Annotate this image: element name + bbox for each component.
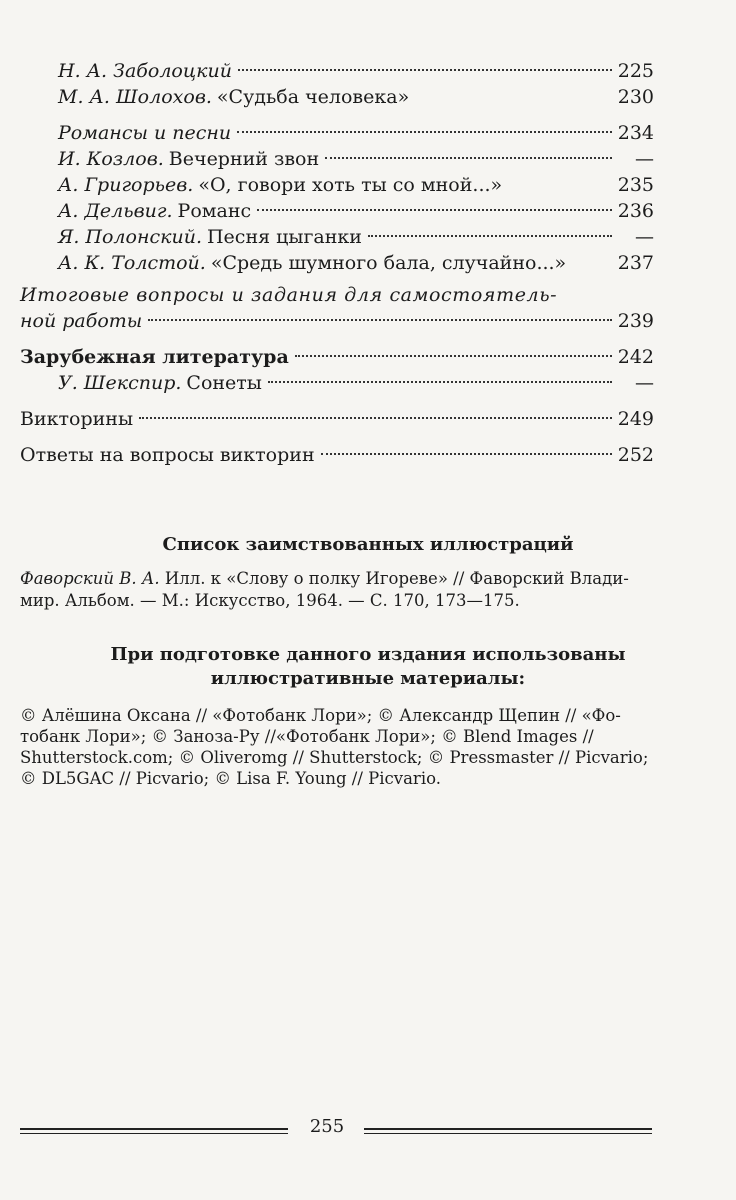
toc-page: 237 bbox=[617, 252, 654, 274]
toc-entry-summary bbox=[20, 308, 654, 334]
materials-line1: © Алёшина Оксана // «Фотобанк Лори»; © Александр Щепин // «Фо- bbox=[20, 706, 621, 725]
footer-rule-left bbox=[20, 1128, 288, 1130]
materials-title-line2: иллюстративные материалы: bbox=[210, 668, 526, 689]
toc-entry-romances bbox=[20, 120, 654, 146]
materials-line2: тобанк Лори»; © Заноза-Ру //«Фотобанк Лори»; © Blend Images // bbox=[20, 727, 594, 746]
toc-entry-kozlov bbox=[20, 146, 654, 172]
toc-author: А. К. Толстой. bbox=[58, 252, 206, 274]
toc-page: 242 bbox=[617, 346, 654, 368]
toc-page: 236 bbox=[617, 200, 654, 222]
materials-title-line1: При подготовке данного издания использованы bbox=[110, 644, 626, 665]
toc-entry-grigoriev bbox=[20, 172, 654, 198]
toc-summary-line2: ной работы bbox=[20, 310, 143, 332]
toc-author: А. Дельвиг. bbox=[58, 200, 173, 222]
dot-leader bbox=[268, 381, 612, 383]
toc-author: Н. А. Заболоцкий bbox=[58, 60, 232, 82]
dot-leader bbox=[321, 453, 612, 455]
dot-leader bbox=[257, 209, 612, 211]
toc-entry-polonsky bbox=[20, 224, 654, 250]
credit-text-line1: Илл. к «Слову о полку Игореве» // Фаворский Влади- bbox=[159, 569, 629, 588]
toc-page: 225 bbox=[617, 60, 654, 82]
toc-page: — bbox=[635, 226, 654, 248]
toc-author: И. Козлов. bbox=[58, 148, 164, 170]
toc-section-title: Романсы и песни bbox=[58, 122, 232, 144]
toc-entry-answers bbox=[20, 442, 654, 468]
toc-entry-sholokhov bbox=[20, 84, 654, 110]
toc-summary-line1: Итоговые вопросы и задания для самостоятель- bbox=[20, 284, 558, 306]
toc-work: Сонеты bbox=[186, 372, 262, 394]
toc-section-title: Ответы на вопросы викторин bbox=[20, 444, 315, 466]
toc-page: — bbox=[635, 372, 654, 394]
dot-leader bbox=[295, 355, 612, 357]
dot-leader bbox=[238, 69, 612, 71]
dot-leader bbox=[148, 319, 611, 321]
toc-work: «Средь шумного бала, случайно...» bbox=[210, 252, 567, 274]
footer-rule-right bbox=[364, 1128, 652, 1130]
materials-line4: © DL5GAC // Picvario; © Lisa F. Young // Picvario. bbox=[20, 769, 441, 788]
footer-rule-right-thin bbox=[364, 1133, 652, 1134]
toc-entry-shakespeare bbox=[20, 370, 654, 396]
page-number: 255 bbox=[309, 1116, 345, 1137]
toc-work: «Судьба человека» bbox=[216, 86, 410, 108]
materials-credits bbox=[20, 705, 654, 789]
toc-page: 252 bbox=[617, 444, 654, 466]
toc-page: 235 bbox=[617, 174, 654, 196]
toc-page: 230 bbox=[617, 86, 654, 108]
dot-leader bbox=[368, 235, 612, 237]
materials-line3: Shutterstock.com; © Oliveromg // Shutterstock; © Pressmaster // Picvario; bbox=[20, 748, 649, 767]
dot-leader bbox=[139, 417, 612, 419]
toc-author: М. А. Шолохов. bbox=[58, 86, 212, 108]
toc-entry-quizzes bbox=[20, 406, 654, 432]
credit-author: Фаворский В. А. bbox=[20, 569, 160, 588]
toc-page: 249 bbox=[617, 408, 654, 430]
toc-author: Я. Полонский. bbox=[58, 226, 202, 248]
toc-page: — bbox=[635, 148, 654, 170]
borrowed-illustrations-title: Список заимствованных иллюстраций bbox=[162, 534, 574, 555]
toc-author: А. Григорьев. bbox=[58, 174, 194, 196]
toc-section-title: Зарубежная литература bbox=[20, 346, 289, 368]
dot-leader bbox=[237, 131, 612, 133]
toc-page: 234 bbox=[617, 122, 654, 144]
toc-section-title: Викторины bbox=[20, 408, 134, 430]
toc-work: «О, говори хоть ты со мной...» bbox=[198, 174, 503, 196]
toc-work: Романс bbox=[177, 200, 252, 222]
toc-work: Вечерний звон bbox=[168, 148, 320, 170]
dot-leader bbox=[325, 157, 612, 159]
borrowed-illustrations-text bbox=[20, 568, 654, 612]
toc-page: 239 bbox=[617, 310, 654, 332]
toc-entry-foreign bbox=[20, 344, 654, 370]
toc-work: Песня цыганки bbox=[206, 226, 362, 248]
materials-title bbox=[0, 643, 736, 691]
credit-text-line2: мир. Альбом. — М.: Искусство, 1964. — С. 170, 173—175. bbox=[20, 591, 520, 610]
footer-rule-left-thin bbox=[20, 1133, 288, 1134]
toc-entry-zabolotsky bbox=[20, 58, 654, 84]
toc-entry-delvig bbox=[20, 198, 654, 224]
table-of-contents bbox=[20, 58, 654, 468]
toc-entry-tolstoy bbox=[20, 250, 654, 276]
toc-author: У. Шекспир. bbox=[58, 372, 182, 394]
